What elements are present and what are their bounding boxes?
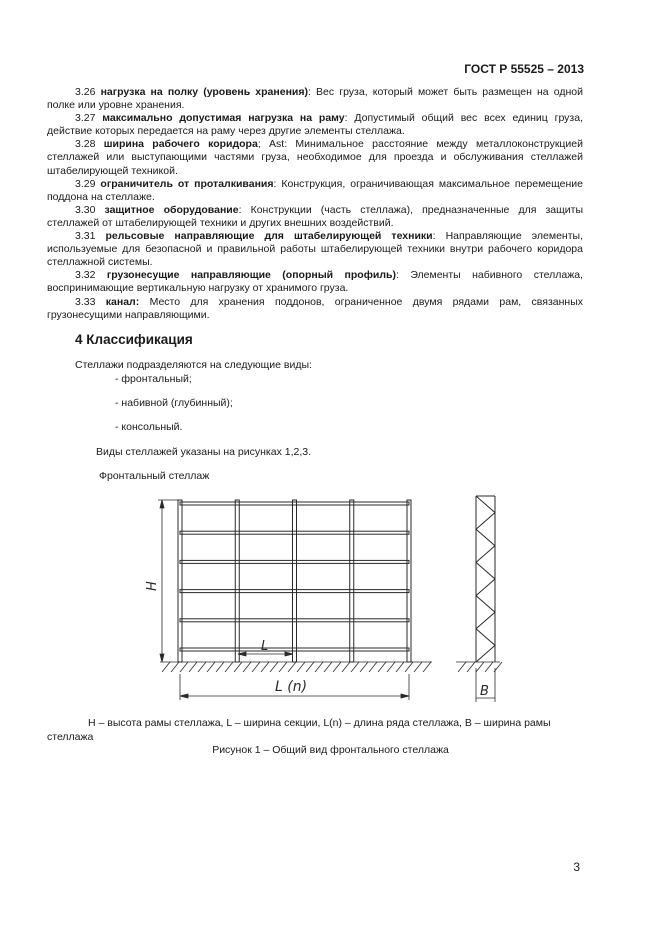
definition-text: : Элементы набивного стеллажа, воспринимающие вертикальную нагрузку от хранимого груза. — [47, 269, 583, 295]
definition-term: грузонесущие направляющие (опорный профиль) — [106, 269, 396, 282]
rack-upright — [350, 500, 354, 662]
hatch-line — [405, 662, 413, 672]
rack-side-view — [476, 496, 495, 662]
rack-beam — [180, 560, 409, 563]
hatch-line — [225, 662, 233, 672]
definition-3-32 — [47, 269, 583, 295]
brace-line — [476, 496, 495, 513]
list-item-drive-in: - набивной (глубинный); — [115, 397, 233, 409]
hatch-line — [171, 662, 179, 672]
hatch-line — [297, 662, 305, 672]
rack-upright — [407, 500, 411, 662]
definition-text: ; Ast: Минимальное расстояние между металлоконструкцией стеллажей или выступающими частями груза, необходимое для проезда и обслуживания стеллажей штабелирующей техникой. — [47, 138, 583, 177]
definition-text: Место для хранения поддонов, ограниченное двумя рядами рам, связанных грузонесущими направляющими. — [47, 295, 583, 321]
hatch-line — [360, 662, 368, 672]
hatch-line — [342, 662, 350, 672]
hatch-line — [261, 662, 269, 672]
definition-term: ширина рабочего коридора — [103, 138, 258, 151]
rack-uprights — [178, 500, 411, 662]
hatch-line — [234, 662, 242, 672]
hatch-line — [351, 662, 359, 672]
definition-term: ограничитель от проталкивания — [100, 177, 274, 190]
list-item-frontal: - фронтальный; — [115, 373, 192, 385]
section-title: 4 Классификация — [75, 332, 193, 347]
definitions-block — [47, 86, 583, 322]
definition-term: максимально допустимая нагрузка на раму — [102, 112, 345, 125]
definition-3-28 — [47, 138, 583, 177]
definition-text: : Допустимый общий вес всех единиц груза, действие которых передается на раму через другие элементы стеллажа. — [47, 112, 584, 138]
brace-line — [476, 629, 495, 646]
hatch-line — [306, 662, 314, 672]
definition-3-30 — [47, 204, 583, 230]
hatch-line — [333, 662, 341, 672]
definition-text: : Конструкция, ограничивающая максимальное перемещение поддона на стеллаже. — [47, 177, 584, 203]
hatch-line — [378, 662, 386, 672]
hatch-line — [467, 662, 475, 672]
hatch-line — [288, 662, 296, 672]
page-number: 3 — [573, 860, 580, 874]
hatch-line — [387, 662, 395, 672]
definition-3-31 — [47, 230, 583, 269]
brace-line — [476, 579, 495, 596]
figure-label: Фронтальный стеллаж — [99, 470, 210, 482]
brace-line — [476, 562, 495, 579]
standard-header: ГОСТ Р 55525 – 2013 — [464, 62, 584, 76]
label-H: H — [145, 581, 160, 591]
definition-3-29 — [47, 178, 583, 204]
definition-number: 3.32 — [75, 269, 96, 282]
hatch-line — [279, 662, 287, 672]
brace-line — [476, 546, 495, 563]
brace-line — [476, 645, 495, 662]
brace-line — [476, 513, 495, 530]
hatch-line — [485, 662, 493, 672]
definition-number: 3.28 — [75, 138, 96, 151]
definition-3-26 — [47, 86, 583, 112]
definition-number: 3.30 — [75, 203, 96, 216]
definition-number: 3.29 — [75, 177, 96, 190]
definition-term: рельсовые направляющие для штабелирующей техники — [105, 230, 433, 243]
rack-front-view — [178, 500, 411, 662]
brace-line — [476, 596, 495, 613]
rack-beam — [180, 502, 409, 505]
rack-beam — [180, 531, 409, 534]
section-intro: Стеллажи подразделяются на следующие виды: — [75, 359, 312, 371]
hatch-line — [476, 662, 484, 672]
hatch-line — [216, 662, 224, 672]
brace-line — [476, 529, 495, 546]
definition-number: 3.27 — [75, 112, 96, 125]
hatch-line — [315, 662, 323, 672]
hatch-line — [198, 662, 206, 672]
definition-number: 3.31 — [75, 230, 96, 243]
definition-text: : Конструкции (часть стеллажа), предназначенные для защиты стеллажей от штабелирующей техники и других внешних воздействий. — [47, 203, 583, 229]
hatch-line — [243, 662, 251, 672]
definition-text: : Направляющие элементы, используемые для безопасной и правильной работы штабелирующей техники внутри рабочего коридора стеллажной системы. — [47, 230, 583, 269]
hatch-line — [324, 662, 332, 672]
rack-upright — [178, 500, 182, 662]
list-item-cantilever: - консольный. — [115, 421, 183, 433]
height-dimension — [158, 500, 180, 662]
label-B: B — [480, 684, 489, 699]
definition-3-27 — [47, 112, 583, 138]
rack-beam — [180, 619, 409, 622]
hatch-line — [423, 662, 431, 672]
figures-reference: Виды стеллажей указаны на рисунках 1,2,3. — [96, 446, 312, 458]
definition-term: нагрузка на полку (уровень хранения) — [100, 86, 308, 98]
label-L: L — [261, 639, 269, 654]
definition-term: защитное оборудование — [104, 203, 239, 216]
ground-hatch-front — [160, 662, 432, 672]
frontal-rack-drawing — [145, 488, 500, 710]
side-bracing — [476, 496, 495, 662]
figure-caption: Рисунок 1 – Общий вид фронтального стеллажа — [212, 744, 449, 756]
hatch-line — [270, 662, 278, 672]
definition-text: : Вес груза, который может быть размещен на одной полке или уровне хранения. — [47, 86, 583, 112]
hatch-line — [458, 662, 466, 672]
hatch-line — [396, 662, 404, 672]
brace-line — [476, 612, 495, 629]
hatch-line — [180, 662, 188, 672]
rack-upright — [293, 500, 297, 662]
definition-number: 3.33 — [75, 295, 96, 308]
hatch-line — [252, 662, 260, 672]
definition-3-33 — [47, 296, 583, 322]
hatch-line — [369, 662, 377, 672]
definition-number: 3.26 — [75, 86, 96, 98]
hatch-lines-front — [162, 662, 431, 672]
hatch-line — [207, 662, 215, 672]
hatch-line — [162, 662, 170, 672]
hatch-line — [414, 662, 422, 672]
rack-beams — [180, 502, 409, 651]
definition-term: канал: — [105, 295, 140, 308]
rack-beam — [180, 590, 409, 593]
rack-upright — [235, 500, 239, 662]
label-Ln: L (n) — [275, 679, 308, 695]
hatch-line — [189, 662, 197, 672]
rack-beam — [180, 648, 409, 651]
figure-legend: H – высота рамы стеллажа, L – ширина секции, L(n) – длина ряда стеллажа, В – ширина рамы стеллажа — [47, 717, 551, 743]
